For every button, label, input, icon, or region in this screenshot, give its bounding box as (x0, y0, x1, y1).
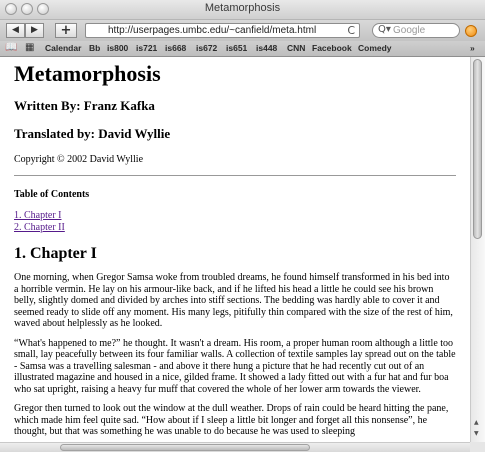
forward-button[interactable] (25, 23, 44, 38)
page-content (0, 57, 470, 442)
window-title: Metamorphosis (204, 2, 281, 14)
toc-link-chapter-1[interactable]: 1. Chapter I (14, 210, 62, 222)
bookmark-calendar[interactable]: Calendar (45, 43, 82, 53)
reload-icon[interactable]: C (347, 24, 355, 37)
book-icon[interactable]: 📖 (5, 42, 18, 53)
search-field[interactable] (372, 23, 460, 38)
plus-icon: + (60, 23, 72, 38)
copyright-line: Copyright © 2002 David Wyllie (14, 154, 144, 166)
chapter-heading: 1. Chapter I (14, 245, 97, 263)
bookmark-is651[interactable]: is651 (226, 43, 248, 53)
title-bar (0, 0, 485, 20)
bookmarks-bar (0, 41, 485, 57)
bookmark-cnn[interactable]: CNN (287, 43, 306, 53)
toc-link-chapter-2[interactable]: 2. Chapter II (14, 221, 65, 233)
back-button[interactable] (6, 23, 25, 38)
paragraph: One morning, when Gregor Samsa woke from troubled dreams, he found himself transformed in his bed into a horrible vermin. He lay on his armour-like back, and if he lifted his head a little he could see his brown belly, slightly domed and divided by arches into stiff sections. The bedding was hardly able to cover it and seemed ready to slide off any moment. His many legs, pitifully thin compared with the size of the rest of him, waved about helplessly as he looked. (14, 272, 453, 330)
grid-icon[interactable]: ▦ (25, 42, 35, 53)
snapback-icon[interactable] (465, 25, 477, 37)
bookmark-is672[interactable]: is672 (196, 43, 218, 53)
search-placeholder: Google (393, 25, 426, 36)
bookmark-comedy[interactable]: Comedy (358, 43, 392, 53)
vertical-scrollbar[interactable] (470, 57, 485, 442)
horizontal-scrollbar[interactable] (0, 442, 470, 452)
bookmark-is800[interactable]: is800 (107, 43, 129, 53)
bookmark-bb[interactable]: Bb (89, 43, 101, 53)
paragraph: Gregor then turned to look out the window at the dull weather. Drops of rain could be heard hitting the pane, which made him feel quite sad. “How about if I sleep a little bit longer and forget all this nonsense”, he thought, but that was something he was unable to do because he was used to sleeping (14, 403, 449, 438)
more-bookmarks-icon[interactable]: » (470, 43, 475, 53)
divider (14, 175, 456, 176)
bookmark-facebook[interactable]: Facebook (312, 43, 352, 53)
paragraph: “What's happened to me?” he thought. It wasn't a dream. His room, a proper human room although a little too small, lay peacefully between its four familiar walls. A collection of textile samples lay spread out on the table - Samsa was a travelling salesman - and above it there hung a picture that he had recently cut out of an illustrated magazine and housed in a nice, gilded frame. It showed a lady fitted out with a fur hat and fur boa who sat upright, raising a heavy fur muff that covered the whole of her lower arm towards the viewer. (14, 337, 456, 395)
add-bookmark-button[interactable] (55, 23, 77, 38)
bookmark-is721[interactable]: is721 (136, 43, 158, 53)
url-text[interactable]: http://userpages.umbc.edu/~canfield/meta.html (108, 25, 317, 36)
horizontal-scroll-thumb[interactable] (60, 444, 310, 451)
scroll-down-icon[interactable]: ▼ (474, 430, 479, 437)
translator-line: Translated by: David Wyllie (14, 126, 171, 142)
resize-handle[interactable] (470, 442, 485, 452)
table-of-contents (14, 210, 456, 233)
scroll-up-icon[interactable]: ▲ (474, 419, 479, 426)
address-bar[interactable] (85, 23, 360, 38)
vertical-scroll-thumb[interactable] (473, 59, 482, 239)
bookmark-is448[interactable]: is448 (256, 43, 278, 53)
forward-arrow-icon: ▶ (31, 25, 38, 35)
bookmark-is668[interactable]: is668 (165, 43, 187, 53)
search-icon[interactable]: Q▾ (378, 24, 391, 35)
author-line: Written By: Franz Kafka (14, 98, 155, 114)
toolbar (0, 20, 485, 41)
toc-title: Table of Contents (14, 189, 90, 201)
back-arrow-icon: ◀ (12, 25, 19, 35)
page-title: Metamorphosis (14, 61, 161, 86)
